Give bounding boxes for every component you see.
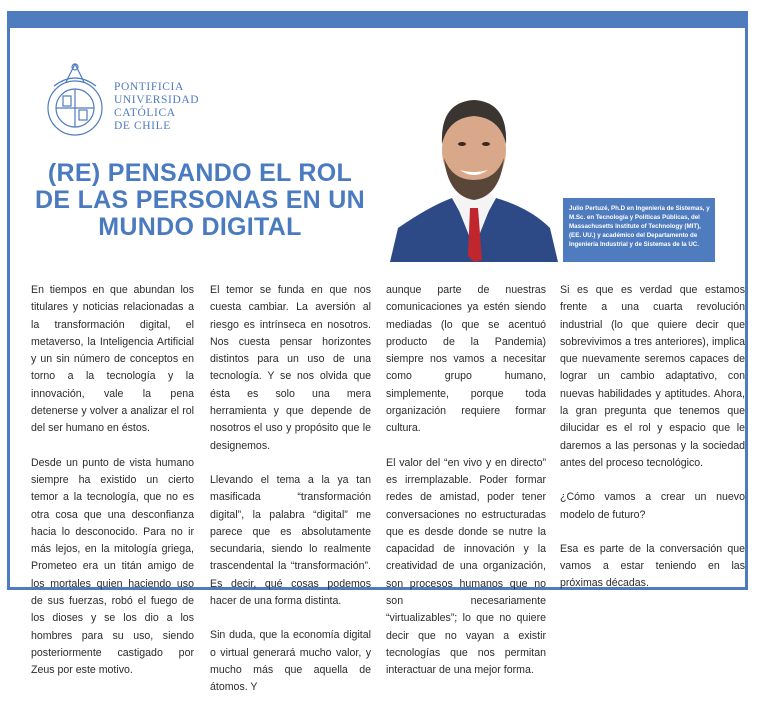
logo-line: PONTIFICIA bbox=[114, 81, 184, 93]
title-line: (RE) PENSANDO EL ROL bbox=[47, 159, 353, 187]
paragraph: Sin duda, que la economía digital o virtual generará mucho valor, y mucho más que aquella de átomos. Y bbox=[210, 629, 371, 694]
paragraph: Si es que es verdad que estamos frente a una cuarta revolución industrial (lo que quiere decir que sobrevivimos a tres anteriores), implica que nuevamente seremos capaces de lograr un cambio adaptativo, con nuevas habilidades y aptitudes. Ahora, la gran pregunta que tenemos que dilucidar es el rol y espacio que le daremos a las personas y la sociedad antes del proceso tecnológico. bbox=[560, 284, 745, 469]
paragraph: Llevando el tema a la ya tan masificada “transformación digital”, la palabra “digital” me parece que es absolutamente secundaria, siendo lo realmente trascendental la “transformación”. Es decir, qué cosas podemos hacer de una forma distinta. bbox=[210, 473, 371, 608]
article-column-2 bbox=[210, 282, 371, 714]
author-photo bbox=[390, 88, 558, 262]
paragraph: Esa es parte de la conversación que vamos a estar teniendo en las próximas décadas. bbox=[560, 542, 745, 590]
article-column-1 bbox=[31, 282, 194, 697]
paragraph: Desde un punto de vista humano siempre ha existido un cierto temor a la tecnología, que no es otra cosa que una desconfianza hacia lo desconocido. Para no ir más lejos, en la mitología griega, Prometeo era un titán amigo de los mortales quien haciendo uso de sus fuerzas, robó el fuego de los dioses y se los dio a los hombres para su uso, siendo posteriormente castigado por Zeus por este motivo. bbox=[31, 456, 194, 677]
paragraph: El temor se funda en que nos cuesta cambiar. La aversión al riesgo es intrínseca en nosotros. Nos cuesta pensar horizontes distintos para un uso de una tecnología. Y se nos olvida que ésta es solo una mera herramienta y que depende de nosotros el uso y propósito que le designemos. bbox=[210, 284, 371, 452]
article-column-4 bbox=[560, 282, 745, 610]
logo-line: UNIVERSIDAD bbox=[114, 94, 200, 106]
university-name bbox=[114, 81, 199, 133]
logo-line: DE CHILE bbox=[114, 120, 171, 132]
paragraph: En tiempos en que abundan los titulares y noticias relacionadas a la transformación digital, el metaverso, la Inteligencia Artificial y un sin número de conceptos en torno a la tecnología y la innovación, vale la pena detenerse y volver a analizar el rol del ser humano en éstos. bbox=[31, 284, 194, 435]
logo-line: CATÓLICA bbox=[114, 107, 176, 119]
title-line: DE LAS PERSONAS EN UN bbox=[35, 186, 365, 214]
title-line: MUNDO DIGITAL bbox=[98, 213, 302, 241]
article-title bbox=[30, 160, 370, 241]
paragraph: ¿Cómo vamos a crear un nuevo modelo de futuro? bbox=[560, 491, 745, 521]
paragraph: El valor del “en vivo y en directo” es irremplazable. Poder formar redes de amistad, poder tener conversaciones no estructuradas que es desde donde se nutre la capacidad de innovación y la creatividad de una organización, son procesos humanos que no son necesariamente “virtualizables”; lo que no quiere decir que no vayan a existir tecnologías que nos permitan interactuar de una mejor forma. bbox=[386, 456, 546, 677]
university-seal-icon bbox=[44, 58, 106, 138]
paragraph: aunque parte de nuestras comunicaciones ya estén siendo mediadas (lo que se acentuó producto de la Pandemia) siempre nos vamos a necesitar como grupo humano, simplemente, porque toda organización requiere formar cultura. bbox=[386, 284, 546, 435]
university-logo bbox=[44, 58, 199, 138]
author-caption: Julio Pertuzé, Ph.D en Ingeniería de Sistemas, y M.Sc. en Tecnología y Políticas Públicas, del Massachusetts Institute of Technology (MIT), (EE. UU.) y académico del Departamento de Ingeniería Industrial y de Sistemas de la UC. bbox=[563, 198, 715, 262]
article-column-3 bbox=[386, 282, 546, 697]
